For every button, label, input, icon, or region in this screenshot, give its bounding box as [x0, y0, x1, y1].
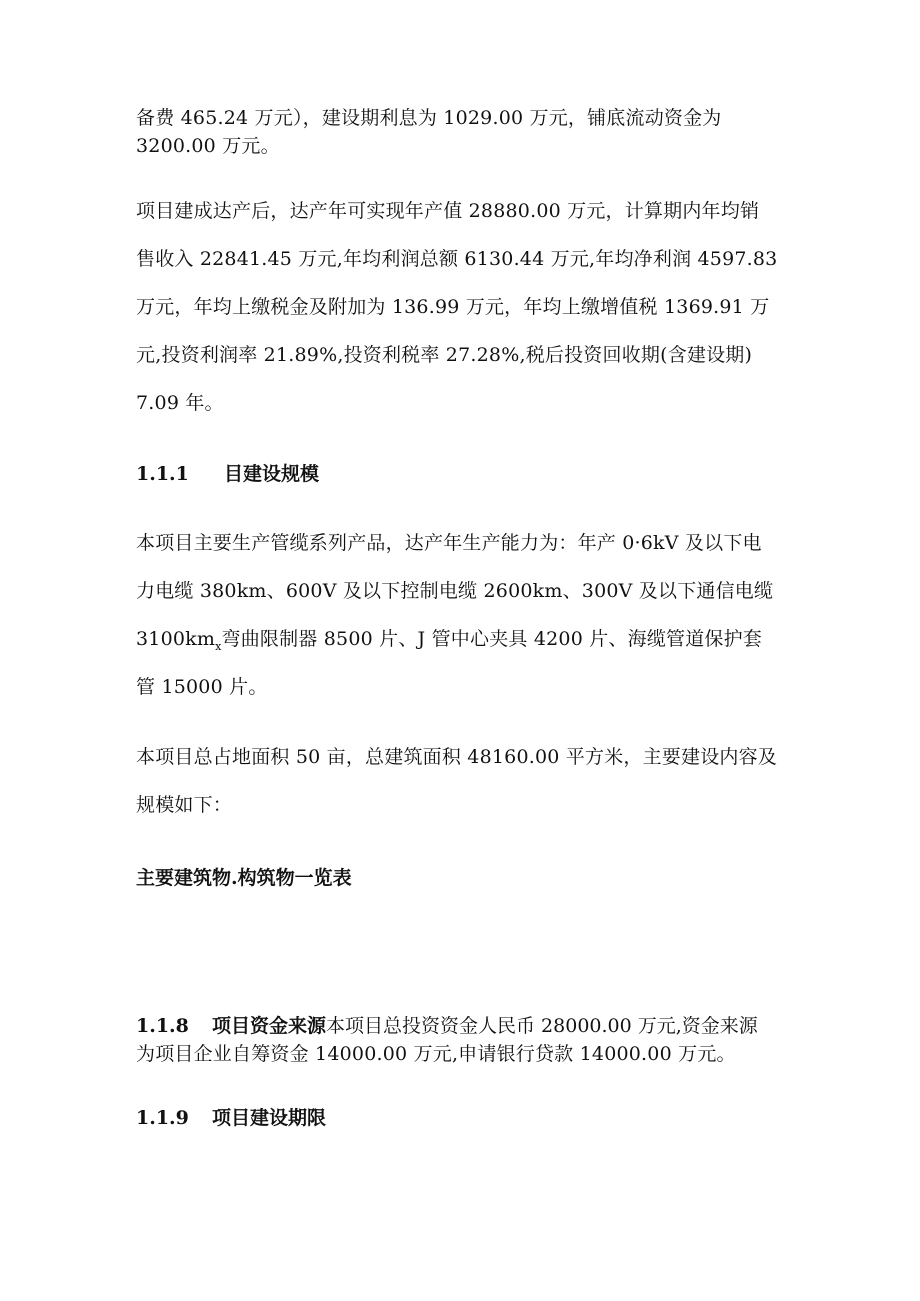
section-title: 项目资金来源 — [212, 1015, 327, 1037]
paragraph-3-line-1: 本项目主要生产管缆系列产品，达产年生产能力为：年产 0·6kV 及以下电 — [136, 532, 762, 554]
paragraph-3-line-4: 管 15000 片。 — [136, 676, 268, 698]
section-heading-1-1-8 — [136, 1014, 758, 1038]
length-value: 3100km — [136, 628, 216, 650]
paragraph-4-line-1: 本项目总占地面积 50 亩，总建筑面积 48160.00 平方米，主要建设内容及 — [136, 746, 777, 768]
paragraph-4-line-2: 规模如下： — [136, 794, 233, 816]
paragraph-2-line-4: 元,投资利润率 21.89%,投资利税率 27.28%,税后投资回收期(含建设期) — [136, 344, 753, 366]
section-118-text-line-1: 本项目总投资资金人民币 28000.00 万元,资金来源 — [326, 1015, 758, 1037]
section-number: 1.1.9 — [136, 1107, 189, 1129]
section-heading-1-1-1 — [136, 462, 319, 486]
section-number: 1.1.1 — [136, 463, 189, 485]
table-caption: 主要建筑物.构筑物一览表 — [136, 867, 352, 889]
section-118-text-line-2: 为项目企业自筹资金 14000.00 万元,申请银行贷款 14000.00 万元。 — [136, 1043, 736, 1065]
paragraph-3-line-3-rest: 弯曲限制器 8500 片、J 管中心夹具 4200 片、海缆管道保护套 — [221, 628, 763, 650]
paragraph-2-line-3: 万元，年均上缴税金及附加为 136.99 万元，年均上缴增值税 1369.91 万 — [136, 296, 770, 318]
paragraph-2-line-1: 项目建成达产后，达产年可实现年产值 28880.00 万元，计算期内年均销 — [136, 200, 760, 222]
paragraph-2-line-2: 售收入 22841.45 万元,年均利润总额 6130.44 万元,年均净利润 4597.83 — [136, 248, 778, 270]
paragraph-2-line-5: 7.09 年。 — [136, 392, 224, 414]
subscript-x: x — [215, 639, 222, 653]
section-number: 1.1.8 — [136, 1015, 189, 1037]
paragraph-1-line-1: 备费 465.24 万元），建设期利息为 1029.00 万元，铺底流动资金为 — [136, 107, 722, 129]
section-title: 项目建设期限 — [212, 1107, 327, 1129]
section-title: 目建设规模 — [224, 463, 320, 485]
paragraph-1-line-2: 3200.00 万元。 — [136, 135, 280, 157]
paragraph-3-line-3 — [136, 627, 762, 651]
paragraph-3-line-2: 力电缆 380km、600V 及以下控制电缆 2600km、300V 及以下通信电缆 — [136, 580, 774, 602]
section-heading-1-1-9 — [136, 1106, 326, 1130]
